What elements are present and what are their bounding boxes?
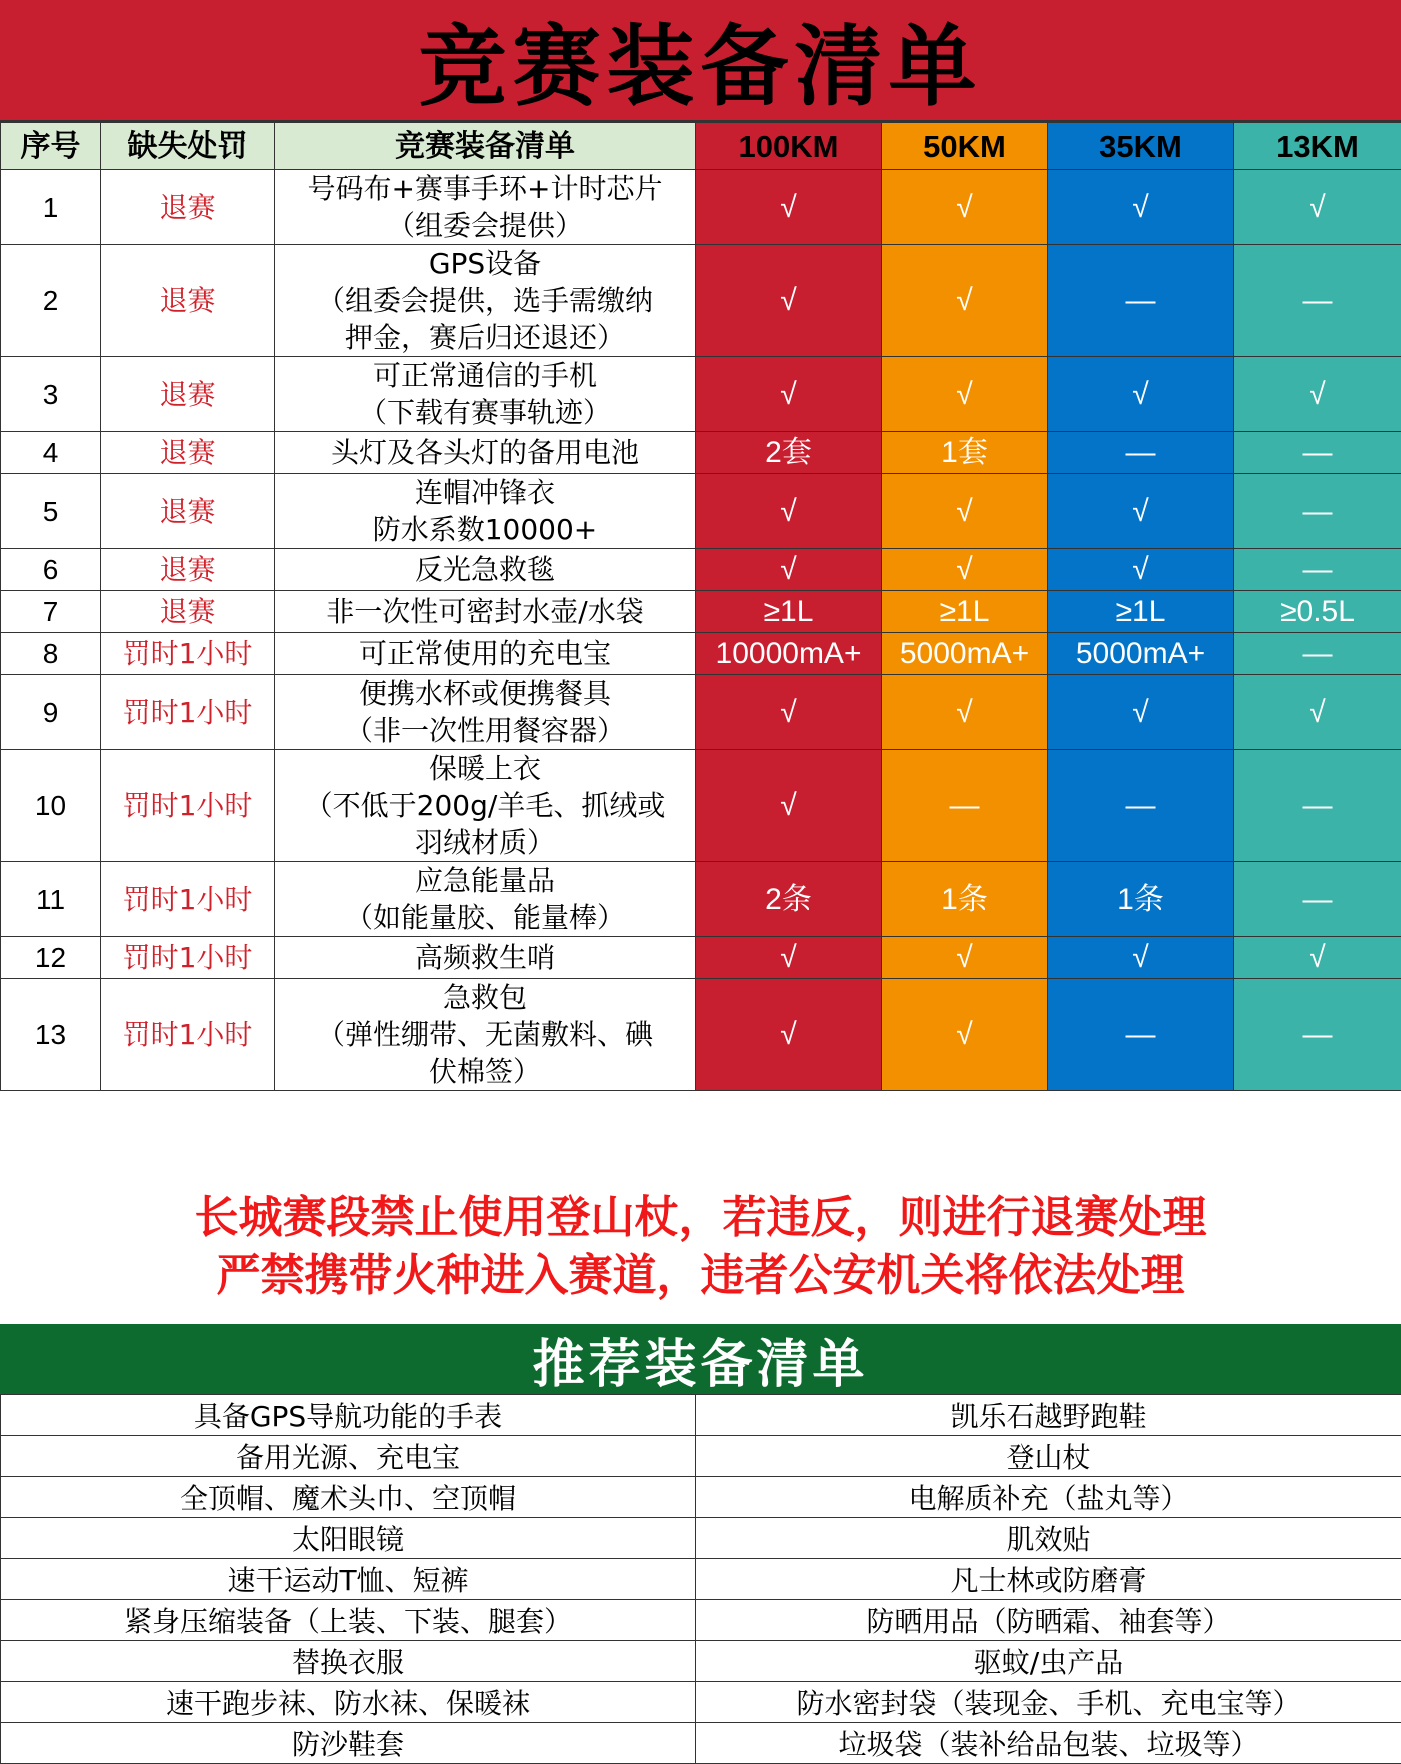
- header-100km: 100KM: [696, 123, 882, 170]
- recommend-item: 防水密封袋（装现金、手机、充电宝等）: [696, 1682, 1401, 1723]
- row-item: [275, 675, 696, 750]
- requirement-35km: √: [1048, 549, 1234, 591]
- row-number: 10: [1, 750, 101, 862]
- requirement-13km: —: [1234, 862, 1401, 937]
- row-item-line: 号码布+赛事手环+计时芯片: [279, 170, 691, 207]
- header-13km: 13KM: [1234, 123, 1401, 170]
- row-item-line: （组委会提供，选手需缴纳: [279, 282, 691, 319]
- requirement-50km: √: [882, 357, 1048, 432]
- requirement-13km: √: [1234, 675, 1401, 750]
- equipment-table: [0, 122, 1401, 1091]
- requirement-100km: √: [696, 750, 882, 862]
- row-item-line: 便携水杯或便携餐具: [279, 675, 691, 712]
- row-number: 11: [1, 862, 101, 937]
- requirement-35km: ≥1L: [1048, 591, 1234, 633]
- row-item: [275, 432, 696, 474]
- requirement-50km: √: [882, 170, 1048, 245]
- row-number: 6: [1, 549, 101, 591]
- row-number: 3: [1, 357, 101, 432]
- page-title: 竞赛装备清单: [418, 0, 982, 123]
- requirement-35km: √: [1048, 170, 1234, 245]
- row-item-line: （非一次性用餐容器）: [279, 712, 691, 749]
- row-item: [275, 357, 696, 432]
- row-penalty: 罚时1小时: [101, 937, 275, 979]
- table-row: [1, 675, 1401, 750]
- requirement-100km: 2条: [696, 862, 882, 937]
- row-item-line: （不低于200g/羊毛、抓绒或: [279, 787, 691, 824]
- row-item-line: 反光急救毯: [279, 552, 691, 587]
- recommend-row: [1, 1641, 1401, 1682]
- row-number: 1: [1, 170, 101, 245]
- row-number: 7: [1, 591, 101, 633]
- table-row: [1, 432, 1401, 474]
- requirement-13km: —: [1234, 549, 1401, 591]
- requirement-50km: √: [882, 549, 1048, 591]
- requirement-13km: —: [1234, 979, 1401, 1091]
- row-item-line: 押金，赛后归还退还）: [279, 319, 691, 356]
- requirement-100km: √: [696, 937, 882, 979]
- requirement-35km: —: [1048, 750, 1234, 862]
- recommend-item: 登山杖: [696, 1436, 1401, 1477]
- equipment-rows: [1, 170, 1401, 1091]
- row-item-line: 连帽冲锋衣: [279, 474, 691, 511]
- row-penalty: 退赛: [101, 591, 275, 633]
- row-item-line: 应急能量品: [279, 862, 691, 899]
- requirement-13km: —: [1234, 633, 1401, 675]
- requirement-13km: —: [1234, 474, 1401, 549]
- requirement-100km: √: [696, 170, 882, 245]
- row-item: [275, 170, 696, 245]
- row-number: 4: [1, 432, 101, 474]
- recommend-item: 驱蚊/虫产品: [696, 1641, 1401, 1682]
- recommend-item: 太阳眼镜: [1, 1518, 696, 1559]
- requirement-13km: —: [1234, 750, 1401, 862]
- requirement-35km: √: [1048, 675, 1234, 750]
- row-item-line: （如能量胶、能量棒）: [279, 899, 691, 936]
- recommend-item: 速干跑步袜、防水袜、保暖袜: [1, 1682, 696, 1723]
- row-penalty: 退赛: [101, 357, 275, 432]
- requirement-13km: —: [1234, 245, 1401, 357]
- recommend-banner: [0, 1324, 1401, 1394]
- table-row: [1, 591, 1401, 633]
- requirement-100km: 10000mA+: [696, 633, 882, 675]
- requirement-100km: √: [696, 245, 882, 357]
- requirement-13km: —: [1234, 432, 1401, 474]
- requirement-100km: √: [696, 549, 882, 591]
- row-penalty: 退赛: [101, 432, 275, 474]
- requirement-50km: √: [882, 245, 1048, 357]
- row-penalty: 罚时1小时: [101, 633, 275, 675]
- row-number: 12: [1, 937, 101, 979]
- recommend-item: 具备GPS导航功能的手表: [1, 1395, 696, 1436]
- requirement-100km: √: [696, 474, 882, 549]
- row-item-line: 头灯及各头灯的备用电池: [279, 435, 691, 470]
- row-penalty: 罚时1小时: [101, 979, 275, 1091]
- recommend-item: 电解质补充（盐丸等）: [696, 1477, 1401, 1518]
- requirement-50km: √: [882, 979, 1048, 1091]
- requirement-35km: —: [1048, 432, 1234, 474]
- requirement-50km: √: [882, 937, 1048, 979]
- recommend-item: 凡士林或防磨膏: [696, 1559, 1401, 1600]
- recommend-row: [1, 1518, 1401, 1559]
- warning-block: [0, 1170, 1401, 1324]
- row-item: [275, 862, 696, 937]
- recommend-title: 推荐装备清单: [532, 1322, 868, 1397]
- requirement-100km: 2套: [696, 432, 882, 474]
- row-item-line: 可正常通信的手机: [279, 357, 691, 394]
- row-item-line: 保暖上衣: [279, 750, 691, 787]
- requirement-13km: √: [1234, 357, 1401, 432]
- requirement-35km: √: [1048, 474, 1234, 549]
- row-item-line: 防水系数10000+: [279, 511, 691, 548]
- row-penalty: 退赛: [101, 474, 275, 549]
- requirement-13km: √: [1234, 937, 1401, 979]
- row-item: [275, 937, 696, 979]
- row-item-line: （弹性绷带、无菌敷料、碘: [279, 1016, 691, 1053]
- requirement-100km: √: [696, 357, 882, 432]
- row-item-line: 非一次性可密封水壶/水袋: [279, 594, 691, 629]
- row-item-line: 急救包: [279, 979, 691, 1016]
- requirement-35km: √: [1048, 937, 1234, 979]
- row-item-line: 高频救生哨: [279, 940, 691, 975]
- recommend-item: 凯乐石越野跑鞋: [696, 1395, 1401, 1436]
- row-item: [275, 633, 696, 675]
- row-item-line: 伏棉签）: [279, 1053, 691, 1090]
- recommend-rows: [1, 1395, 1401, 1764]
- row-number: 8: [1, 633, 101, 675]
- recommend-item: 备用光源、充电宝: [1, 1436, 696, 1477]
- recommend-item: 垃圾袋（装补给品包装、垃圾等）: [696, 1723, 1401, 1764]
- requirement-50km: 1条: [882, 862, 1048, 937]
- requirement-50km: 1套: [882, 432, 1048, 474]
- requirement-35km: √: [1048, 357, 1234, 432]
- header-50km: 50KM: [882, 123, 1048, 170]
- requirement-35km: —: [1048, 245, 1234, 357]
- recommend-item: 防晒用品（防晒霜、袖套等）: [696, 1600, 1401, 1641]
- row-penalty: 罚时1小时: [101, 675, 275, 750]
- row-item: [275, 245, 696, 357]
- row-penalty: 退赛: [101, 245, 275, 357]
- requirement-50km: ≥1L: [882, 591, 1048, 633]
- row-penalty: 罚时1小时: [101, 862, 275, 937]
- row-number: 2: [1, 245, 101, 357]
- table-row: [1, 474, 1401, 549]
- row-item-line: （组委会提供）: [279, 207, 691, 244]
- header-item: 竞赛装备清单: [275, 123, 696, 170]
- requirement-50km: 5000mA+: [882, 633, 1048, 675]
- row-item-line: GPS设备: [279, 245, 691, 282]
- recommend-table: [0, 1394, 1401, 1764]
- table-row: [1, 357, 1401, 432]
- recommend-row: [1, 1436, 1401, 1477]
- requirement-35km: 5000mA+: [1048, 633, 1234, 675]
- table-row: [1, 170, 1401, 245]
- requirement-35km: 1条: [1048, 862, 1234, 937]
- requirement-13km: √: [1234, 170, 1401, 245]
- row-penalty: 退赛: [101, 170, 275, 245]
- requirement-50km: √: [882, 474, 1048, 549]
- table-row: [1, 862, 1401, 937]
- recommend-item: 紧身压缩装备（上装、下装、腿套）: [1, 1600, 696, 1641]
- requirement-50km: —: [882, 750, 1048, 862]
- recommend-item: 替换衣服: [1, 1641, 696, 1682]
- recommend-item: 防沙鞋套: [1, 1723, 696, 1764]
- table-row: [1, 979, 1401, 1091]
- table-row: [1, 549, 1401, 591]
- table-row: [1, 633, 1401, 675]
- recommend-row: [1, 1477, 1401, 1518]
- header-seq: 序号: [1, 123, 101, 170]
- row-item: [275, 750, 696, 862]
- recommend-row: [1, 1600, 1401, 1641]
- recommend-item: 全顶帽、魔术头巾、空顶帽: [1, 1477, 696, 1518]
- requirement-100km: ≥1L: [696, 591, 882, 633]
- requirement-13km: ≥0.5L: [1234, 591, 1401, 633]
- table-row: [1, 750, 1401, 862]
- recommend-row: [1, 1559, 1401, 1600]
- requirement-35km: —: [1048, 979, 1234, 1091]
- recommend-row: [1, 1723, 1401, 1764]
- recommend-item: 肌效贴: [696, 1518, 1401, 1559]
- table-header-row: [1, 123, 1401, 170]
- requirement-50km: √: [882, 675, 1048, 750]
- recommend-row: [1, 1395, 1401, 1436]
- row-item-line: （下载有赛事轨迹）: [279, 394, 691, 431]
- row-number: 13: [1, 979, 101, 1091]
- warning-line-2: 严禁携带火种进入赛道，违者公安机关将依法处理: [217, 1247, 1185, 1305]
- recommend-item: 速干运动T恤、短裤: [1, 1559, 696, 1600]
- header-35km: 35KM: [1048, 123, 1234, 170]
- row-penalty: 退赛: [101, 549, 275, 591]
- requirement-100km: √: [696, 979, 882, 1091]
- row-number: 5: [1, 474, 101, 549]
- recommend-row: [1, 1682, 1401, 1723]
- row-penalty: 罚时1小时: [101, 750, 275, 862]
- row-item: [275, 979, 696, 1091]
- row-item-line: 可正常使用的充电宝: [279, 636, 691, 671]
- row-number: 9: [1, 675, 101, 750]
- requirement-100km: √: [696, 675, 882, 750]
- title-banner: [0, 0, 1401, 122]
- row-item: [275, 549, 696, 591]
- table-row: [1, 245, 1401, 357]
- row-item: [275, 474, 696, 549]
- table-row: [1, 937, 1401, 979]
- header-penalty: 缺失处罚: [101, 123, 275, 170]
- row-item: [275, 591, 696, 633]
- warning-line-1: 长城赛段禁止使用登山杖，若违反，则进行退赛处理: [195, 1189, 1207, 1247]
- row-item-line: 羽绒材质）: [279, 824, 691, 861]
